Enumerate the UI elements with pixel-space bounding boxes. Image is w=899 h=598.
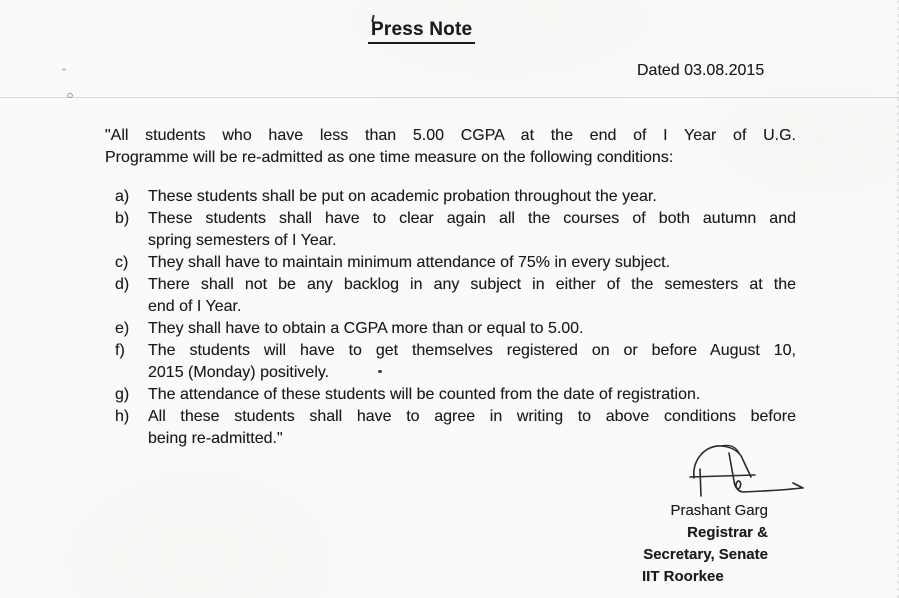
condition-text: These students shall have to clear again all the courses of both autumn and spring semesters of I Year.: [148, 210, 796, 249]
signature-block: [632, 500, 768, 588]
condition-text: They shall have to obtain a CGPA more than or equal to 5.00.: [148, 320, 584, 337]
intro-line: "All students who have less than 5.00 CGPA at the end of I Year of U.G.: [105, 127, 796, 144]
scan-artifact-speck: [62, 68, 66, 71]
date-line: Dated 03.08.2015: [637, 62, 765, 79]
intro-line: Programme will be re-admitted as one time measure on the following conditions:: [105, 149, 674, 166]
scan-artifact-line: [0, 97, 899, 98]
document-body: [105, 125, 796, 450]
condition-label: g): [115, 386, 130, 403]
scan-artifact-speck: [67, 93, 73, 98]
condition-label: h): [115, 408, 130, 425]
condition-label: f): [115, 342, 125, 359]
condition-item: [105, 252, 796, 274]
condition-item: [105, 274, 796, 318]
intro-paragraph: [105, 125, 796, 169]
signature-scribble: [680, 441, 812, 499]
condition-label: a): [115, 188, 130, 205]
signatory-organization: IIT Roorkee: [642, 568, 724, 585]
condition-text: These students shall be put on academic probation throughout the year.: [148, 188, 657, 205]
condition-item: [105, 340, 796, 384]
condition-label: c): [115, 254, 129, 271]
conditions-list: [105, 186, 796, 450]
page-title: Press Note: [368, 19, 475, 44]
condition-item: [105, 318, 796, 340]
signatory-name: Prashant Garg: [670, 502, 768, 519]
condition-label: d): [115, 276, 130, 293]
condition-text: The students will have to get themselves registered on or before August 10, 2015 (Monday) positively.: [148, 342, 796, 381]
signatory-role: Registrar &: [687, 524, 768, 541]
condition-text: All these students shall have to agree in writing to above conditions before being re-admitted.": [148, 408, 796, 447]
condition-text: They shall have to maintain minimum attendance of 75% in every subject.: [148, 254, 671, 271]
condition-item: [105, 384, 796, 406]
condition-text: There shall not be any backlog in any subject in either of the semesters at the end of I Year.: [148, 276, 796, 315]
signatory-role: Secretary, Senate: [643, 546, 768, 563]
condition-label: b): [115, 210, 130, 227]
condition-item: [105, 208, 796, 252]
condition-label: e): [115, 320, 130, 337]
condition-text: The attendance of these students will be counted from the date of registration.: [148, 386, 701, 403]
condition-item: [105, 186, 796, 208]
